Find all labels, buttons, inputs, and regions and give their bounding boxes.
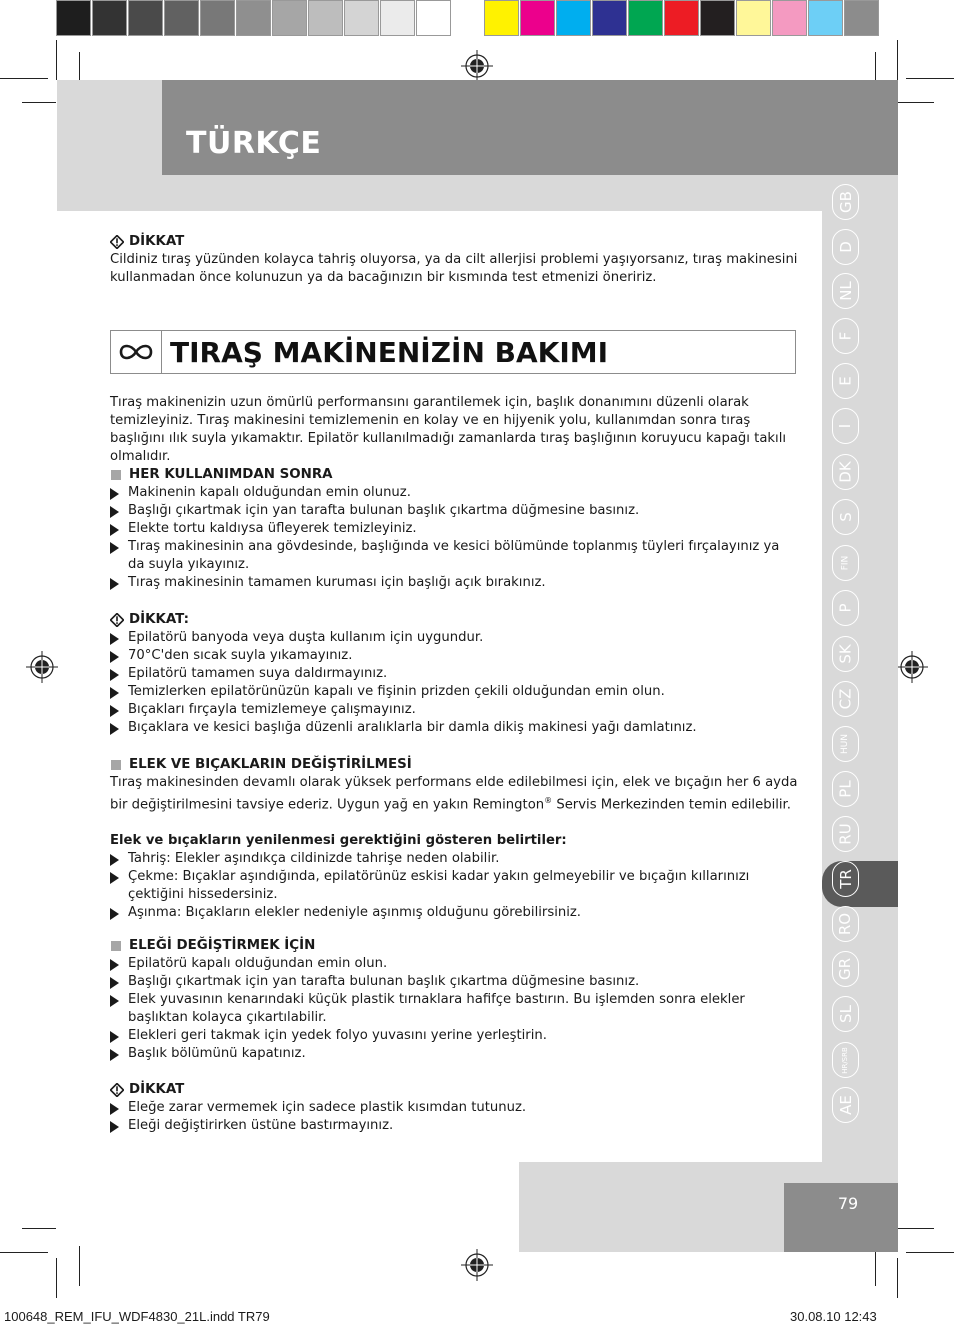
- after-use-heading: [110, 466, 800, 484]
- lang-tab-dk[interactable]: [832, 454, 859, 490]
- crop-mark: [906, 78, 954, 79]
- crop-mark: [79, 1246, 80, 1286]
- list-item: Temizlerken epilatörünüzün kapalı ve fişinin prizden çekili olduğundan emin olun.: [110, 683, 800, 701]
- crop-mark: [897, 1258, 898, 1298]
- list-item: Eleğe zarar vermemek için sadece plastik kısımdan tutunuz.: [110, 1099, 800, 1117]
- color-swatch: [484, 0, 519, 36]
- lang-tab-ae[interactable]: [832, 1087, 859, 1123]
- section-title-box: [110, 330, 796, 374]
- crop-mark: [56, 1258, 57, 1298]
- warning-icon: [110, 1083, 124, 1097]
- caution-heading-text: DİKKAT: [129, 1082, 185, 1097]
- lang-tab-label: SK: [836, 644, 855, 664]
- caution-list: [110, 1099, 800, 1135]
- lang-tab-pl[interactable]: [832, 771, 859, 807]
- caution-block-2: [110, 611, 800, 737]
- page-number: 79: [837, 1194, 859, 1213]
- color-swatch: [556, 0, 591, 36]
- foil-heading-text: ELEĞİ DEĞİŞTİRMEK İÇİN: [129, 938, 316, 953]
- color-swatch: [664, 0, 699, 36]
- lang-tab-label: HUN: [840, 733, 851, 755]
- square-bullet-icon: [111, 760, 121, 770]
- color-swatch: [56, 0, 91, 36]
- color-swatch: [772, 0, 807, 36]
- caution-heading-3: [110, 1081, 800, 1099]
- lang-tab-p[interactable]: [832, 590, 859, 626]
- lang-tab-label: D: [836, 241, 855, 253]
- lang-tab-e[interactable]: [832, 363, 859, 399]
- list-item: Tıraş makinesinin tamamen kuruması için başlığı açık bırakınız.: [110, 574, 800, 592]
- infinity-icon: [117, 341, 155, 363]
- lang-tab-sk[interactable]: [832, 636, 859, 672]
- date-slug: 30.08.10 12:43: [790, 1309, 877, 1324]
- color-swatch: [808, 0, 843, 36]
- color-swatch: [92, 0, 127, 36]
- color-swatch: [236, 0, 271, 36]
- lang-tab-label: PL: [836, 780, 855, 798]
- section-title: TIRAŞ MAKİNENİZİN BAKIMI: [170, 335, 609, 369]
- lang-tab-label: S: [836, 512, 855, 522]
- list-item: Başlığı çıkartmak için yan tarafta bulunan başlık çıkartma düğmesine basınız.: [110, 502, 800, 520]
- lang-tab-fin[interactable]: [832, 545, 859, 581]
- color-swatch: [736, 0, 771, 36]
- list-item: Eleği değiştirirken üstüne bastırmayınız.: [110, 1117, 800, 1135]
- lang-tab-label: F: [836, 331, 855, 341]
- list-item: Makinenin kapalı olduğundan emin olunuz.: [110, 484, 800, 502]
- list-item: Başlığı çıkartmak için yan tarafta bulunan başlık çıkartma düğmesine basınız.: [110, 973, 800, 991]
- list-item: Aşınma: Bıçakların elekler nedeniyle aşınmış olduğunu görebilirsiniz.: [110, 904, 800, 922]
- list-item: Epilatörü tamamen suya daldırmayınız.: [110, 665, 800, 683]
- list-item: Elekte tortu kaldıysa üfleyerek temizleyiniz.: [110, 520, 800, 538]
- square-bullet-icon: [111, 470, 121, 480]
- registration-target-icon: [461, 1249, 493, 1281]
- section-icon-box: [111, 330, 161, 374]
- lang-tab-gr[interactable]: [832, 951, 859, 987]
- section-divider: [161, 330, 162, 374]
- crop-mark: [898, 1228, 934, 1229]
- lang-tab-label: GR: [836, 957, 855, 981]
- section-intro: [110, 394, 800, 466]
- caution-list: [110, 629, 800, 737]
- grayscale-swatches: [56, 0, 452, 38]
- page-title: TÜRKÇE: [186, 126, 322, 161]
- list-item: Başlık bölümünü kapatınız.: [110, 1045, 800, 1063]
- lang-tab-label: E: [836, 376, 855, 386]
- lang-tab-hr-srb[interactable]: [832, 1042, 859, 1078]
- lang-tab-label: RU: [836, 823, 855, 845]
- caution-heading: [110, 233, 800, 251]
- lang-tab-label: CZ: [836, 688, 855, 710]
- color-swatch: [200, 0, 235, 36]
- signs-list: [110, 850, 800, 922]
- caution-heading-2: [110, 611, 800, 629]
- lang-tab-label: DK: [836, 461, 855, 483]
- lang-tab-label: RO: [836, 912, 855, 936]
- list-item: 70°C'den sıcak suyla yıkamayınız.: [110, 647, 800, 665]
- caution-heading-text: DİKKAT: [129, 234, 185, 249]
- lang-tab-label: I: [836, 423, 855, 429]
- lang-tab-gb[interactable]: [832, 184, 859, 220]
- foil-list: [110, 955, 800, 1063]
- color-swatches: [484, 0, 880, 38]
- replace-text: Tıraş makinesinden devamlı olarak yüksek performans elde edilebilmesi için, elek ve bıçağın her 6 ayda bir değiştirilmesini tavsiye ederiz. Uygun yağ en yakın Remington® Servis Merkezinden temin edilebilir.: [110, 775, 798, 813]
- replace-block: [110, 756, 800, 922]
- lang-tab-label: SL: [836, 1005, 855, 1023]
- lang-tab-label: P: [836, 603, 855, 613]
- list-item: Tıraş makinesinin ana gövdesinde, başlığında ve kesici bölümünde toplanmış tüyleri fırçalayınız ya da suyla yıkayınız.: [110, 538, 800, 574]
- lang-tab-s[interactable]: [832, 499, 859, 535]
- color-swatch: [416, 0, 451, 36]
- color-swatch: [164, 0, 199, 36]
- signs-heading: Elek ve bıçakların yenilenmesi gerektiğini gösteren belirtiler:: [110, 833, 567, 849]
- caution-text: Cildiniz tıraş yüzünden kolayca tahriş oluyorsa, ya da cilt allerjisi problemi yaşıyorsanız, tıraş makinesini kullanmadan önce kolunuzun ya da bacağınızın bir kısmında test etmenizi öneririz.: [110, 252, 798, 285]
- list-item: Epilatörü kapalı olduğundan emin olun.: [110, 955, 800, 973]
- file-slug: 100648_REM_IFU_WDF4830_21L.indd TR79: [4, 1309, 270, 1324]
- crop-mark: [875, 1246, 876, 1286]
- lang-tab-label: AE: [836, 1095, 855, 1115]
- list-item: Epilatörü banyoda veya duşta kullanım için uygundur.: [110, 629, 800, 647]
- foil-heading: [110, 937, 800, 955]
- intro-paragraph: Tıraş makinenizin uzun ömürlü performansını garantilemek için, başlık donanımını düzenli olarak temizleyiniz. Tıraş makinesini temizlemenin en kolay ve en hijyenik yolu, kullanımdan sonra tıraş başlığını ılık suyla yıkamaktır. Epilatör kullanılmadığı zamanlarda tıraş başlığının koruyucu kapağı takılı olmalıdır.: [110, 395, 787, 464]
- crop-mark: [897, 40, 898, 80]
- list-item: Tahriş: Elekler aşındıkça cildinizde tahrişe neden olabilir.: [110, 850, 800, 868]
- square-bullet-icon: [111, 941, 121, 951]
- lang-tab-i[interactable]: [832, 408, 859, 444]
- replace-heading-text: ELEK VE BIÇAKLARIN DEĞİŞTİRİLMESİ: [129, 757, 412, 772]
- after-use-heading-text: HER KULLANIMDAN SONRA: [129, 467, 333, 482]
- registration-target-icon: [26, 651, 58, 683]
- list-item: Çekme: Bıçaklar aşındığında, epilatörünüz eskisi kadar yakın gelmeyebilir ve bıçağın kıllarınızı çektiğini hissedersiniz.: [110, 868, 800, 904]
- color-swatch: [128, 0, 163, 36]
- lang-tab-label: NL: [836, 281, 855, 301]
- list-item: Bıçaklara ve kesici başlığa düzenli aralıklarla bir damla dikiş makinesi yağı damlatınız.: [110, 719, 800, 737]
- color-swatch: [380, 0, 415, 36]
- caution-heading-text: DİKKAT:: [129, 612, 189, 627]
- crop-mark: [0, 1252, 48, 1253]
- lang-tab-label: TR: [836, 869, 855, 889]
- color-swatch: [628, 0, 663, 36]
- foil-block: [110, 937, 800, 1063]
- caution-block-3: [110, 1081, 800, 1135]
- registration-target-icon: [896, 651, 928, 683]
- lang-tab-cz[interactable]: [832, 681, 859, 717]
- lang-tab-sl[interactable]: [832, 996, 859, 1032]
- lang-tab-ro[interactable]: [832, 906, 859, 942]
- lang-tab-tr[interactable]: [832, 861, 859, 897]
- color-swatch: [844, 0, 879, 36]
- color-swatch: [520, 0, 555, 36]
- crop-mark: [906, 1252, 954, 1253]
- color-swatch: [344, 0, 379, 36]
- lang-tab-nl[interactable]: [832, 273, 859, 309]
- color-swatch: [700, 0, 735, 36]
- list-item: Elek yuvasının kenarındaki küçük plastik tırnaklara hafifçe bastırın. Bu işlemden sonra elekler başlıktan kolayca çıkartılabilir.: [110, 991, 800, 1027]
- caution-block: [110, 233, 800, 287]
- warning-icon: [110, 613, 124, 627]
- list-item: Bıçakları fırçayla temizlemeye çalışmayınız.: [110, 701, 800, 719]
- lang-tab-f[interactable]: [832, 318, 859, 354]
- list-item: Elekleri geri takmak için yedek folyo yuvasını yerine yerleştirin.: [110, 1027, 800, 1045]
- warning-icon: [110, 235, 124, 249]
- lang-tab-label: GB: [836, 191, 855, 213]
- color-swatch: [592, 0, 627, 36]
- lang-tab-ru[interactable]: [832, 816, 859, 852]
- after-use-list: [110, 484, 800, 592]
- color-swatch: [308, 0, 343, 36]
- registration-target-icon: [461, 50, 493, 82]
- lang-tab-d[interactable]: [832, 229, 859, 265]
- crop-mark: [898, 102, 934, 103]
- lang-tab-label: FIN: [840, 555, 851, 571]
- after-use-block: [110, 466, 800, 592]
- replace-heading: [110, 756, 800, 774]
- color-swatch: [272, 0, 307, 36]
- lang-tab-hun[interactable]: [832, 726, 859, 762]
- lang-tab-label: HR/SRB: [841, 1046, 850, 1074]
- crop-mark: [0, 78, 48, 79]
- crop-mark: [56, 40, 57, 80]
- crop-mark: [22, 102, 56, 103]
- crop-mark: [22, 1228, 56, 1229]
